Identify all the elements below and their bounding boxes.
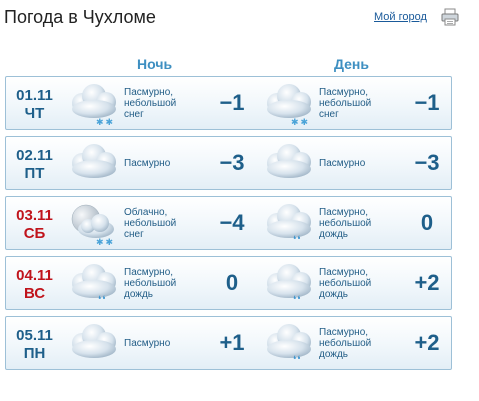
weather-description: [319, 87, 381, 120]
weather-description: [124, 87, 186, 120]
description-line: небольшой: [319, 218, 372, 229]
temperature-value: −3: [414, 150, 440, 175]
description-line: небольшой: [319, 98, 372, 109]
temperature-value: +2: [414, 270, 440, 295]
date-label: 04.11: [16, 267, 53, 284]
temperature-value: −3: [219, 150, 245, 175]
description-line: небольшой: [124, 278, 177, 289]
description-line: Пасмурно,: [319, 87, 369, 98]
weather-description: [124, 267, 186, 300]
description-line: снег: [124, 229, 144, 240]
forecast-date: [6, 267, 63, 303]
description-line: дождь: [319, 349, 349, 360]
description-line: небольшой: [319, 338, 372, 349]
weekday-label: ПН: [23, 345, 46, 362]
description-line: Пасмурно,: [319, 327, 369, 338]
forecast-row: [5, 256, 452, 310]
description-line: Пасмурно: [124, 338, 171, 349]
overcast-icon: [261, 139, 315, 187]
printer-icon[interactable]: [441, 8, 459, 26]
description-line: Пасмурно,: [319, 267, 369, 278]
cloudy-night-snow-icon: ✱✱: [66, 199, 120, 247]
forecast-row: [5, 196, 452, 250]
weather-description: [319, 207, 381, 240]
temperature-value: −1: [219, 90, 245, 115]
description-line: дождь: [319, 289, 349, 300]
column-head-night: Ночь: [137, 56, 173, 72]
temperature-value: 0: [420, 210, 434, 235]
weather-description: [319, 267, 381, 300]
forecast-date: [6, 87, 63, 123]
forecast-row: [5, 76, 452, 130]
weather-description: [124, 158, 186, 169]
overcast-rain-icon: ❛❛: [261, 199, 315, 247]
temperature-value: −4: [219, 210, 245, 235]
forecast-row: [5, 136, 452, 190]
description-line: снег: [319, 109, 339, 120]
weather-description: [319, 158, 381, 169]
date-label: 05.11: [16, 327, 53, 344]
weekday-label: ЧТ: [24, 105, 45, 122]
overcast-icon: [66, 319, 120, 367]
description-line: Пасмурно,: [319, 207, 369, 218]
description-line: Пасмурно,: [124, 267, 174, 278]
weather-description: [124, 338, 186, 349]
description-line: Пасмурно: [124, 158, 171, 169]
description-line: небольшой: [124, 98, 177, 109]
temperature-value: +2: [414, 330, 440, 355]
date-label: 03.11: [16, 207, 53, 224]
description-line: Пасмурно,: [124, 87, 174, 98]
date-label: 01.11: [16, 87, 53, 104]
weekday-label: ПТ: [24, 165, 45, 182]
my-city-link[interactable]: Мой город: [374, 11, 427, 23]
overcast-snow-icon: ✱✱: [66, 79, 120, 127]
description-line: дождь: [124, 289, 154, 300]
temperature-value: +1: [219, 330, 245, 355]
description-line: небольшой: [124, 218, 177, 229]
overcast-rain-icon: ❛❛: [66, 259, 120, 307]
date-label: 02.11: [16, 147, 53, 164]
description-line: дождь: [319, 229, 349, 240]
forecast-date: [6, 147, 63, 183]
description-line: Облачно,: [124, 207, 168, 218]
forecast-date: [6, 207, 63, 243]
description-line: небольшой: [319, 278, 372, 289]
weekday-label: ВС: [23, 285, 46, 302]
overcast-rain-icon: ❛❛: [261, 319, 315, 367]
description-line: снег: [124, 109, 144, 120]
weekday-label: СБ: [23, 225, 46, 242]
description-line: Пасмурно: [319, 158, 366, 169]
column-head-day: День: [334, 56, 369, 72]
weather-description: [124, 207, 186, 240]
temperature-value: −1: [414, 90, 440, 115]
overcast-icon: [66, 139, 120, 187]
page-title: Погода в Чухломе: [4, 7, 156, 27]
forecast-date: [6, 327, 63, 363]
overcast-rain-icon: ❛❛: [261, 259, 315, 307]
temperature-value: 0: [225, 270, 239, 295]
forecast-row: [5, 316, 452, 370]
overcast-snow-icon: ✱✱: [261, 79, 315, 127]
weather-description: [319, 327, 381, 360]
